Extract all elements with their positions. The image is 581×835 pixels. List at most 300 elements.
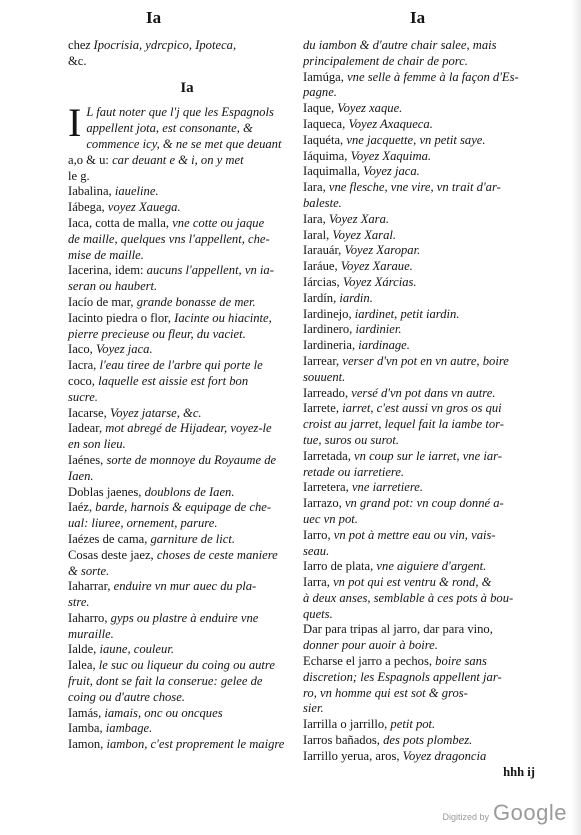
dictionary-entry [68, 737, 306, 753]
left-top-continuation [68, 38, 306, 70]
entry-first-line [303, 527, 545, 544]
entry-first-line [303, 101, 545, 117]
definition: uec vn pot. [303, 511, 358, 526]
definition: seran ou haubert. [68, 279, 158, 294]
headword: Iarauár, [303, 243, 342, 258]
intro-lines [68, 100, 306, 184]
definition: Voyez jaca. [92, 342, 153, 357]
entry-continuation-line [68, 626, 306, 643]
entry-continuation-line [68, 279, 306, 295]
headword: a,o & u: [68, 152, 109, 167]
continuation-line [68, 137, 306, 153]
entry-first-line [303, 717, 545, 733]
headword: Iarretada, [303, 448, 351, 463]
definition: souuent. [303, 369, 346, 384]
definition: barde, harnois & equipage de che- [92, 500, 272, 515]
drop-cap: I [68, 100, 82, 146]
definition: vn pot qui est ventru & rond, & [329, 575, 492, 590]
entry-first-line [303, 559, 545, 575]
dictionary-entry [68, 311, 306, 343]
headword: Iarrillo yerua, aros, [303, 748, 400, 763]
definition: mise de maille. [68, 247, 144, 262]
dictionary-entry [303, 401, 545, 448]
entry-first-line [303, 132, 545, 149]
definition: & sorte. [68, 563, 110, 578]
entry-continuation-line [303, 701, 545, 717]
headword: &c. [68, 53, 87, 68]
dictionary-entry [68, 406, 306, 422]
definition: laquelle est aissie est fort bon [94, 373, 249, 388]
headword: le g. [68, 168, 90, 183]
dictionary-entry [68, 295, 306, 311]
entry-first-line [68, 184, 306, 200]
definition: le suc ou liqueur du coing ou autre [95, 658, 275, 673]
definition: Voyez Xara. [325, 211, 390, 226]
dictionary-entry [303, 307, 545, 323]
google-logo: Google [493, 800, 567, 825]
dictionary-entry [68, 342, 306, 358]
headword: Iardinero, [303, 322, 353, 337]
definition: en son lieu. [68, 437, 126, 452]
headword: Iamon, [68, 737, 104, 752]
definition: Voyez Xaraue. [337, 259, 413, 274]
definition: croist au jarret, lequel fait la iambe tor- [303, 417, 504, 432]
entry-first-line [303, 622, 545, 638]
definition: iaune, couleur. [96, 642, 174, 657]
definition: Voyez Axaqueca. [345, 116, 433, 131]
definition: vn pot à mettre eau ou vin, vais- [330, 527, 496, 542]
headword: Dar para tripas al jarro, dar para vino, [303, 622, 493, 637]
headword: Iarrilla o jarrillo, [303, 717, 388, 732]
dictionary-entry [68, 532, 306, 548]
dictionary-entry [303, 275, 545, 291]
intro-paragraph [68, 100, 306, 184]
headword: Iáquima, [303, 148, 348, 163]
headword: Iarro, [303, 527, 331, 542]
dictionary-entry [303, 496, 545, 528]
continuation-line [68, 121, 306, 137]
entry-continuation-line [68, 468, 306, 485]
headword: Doblas jaenes, [68, 484, 142, 499]
entry-first-line [303, 353, 545, 370]
dictionary-entry [303, 749, 545, 765]
definition: iambage. [102, 721, 153, 736]
definition: principalement de chair de porc. [303, 53, 468, 68]
page-edge-shadow [571, 0, 581, 835]
headword: Iacerina, idem: [68, 263, 144, 278]
dictionary-entry [68, 611, 306, 643]
definition: gyps ou plastre à enduire vne [107, 610, 259, 625]
headword: Iara, [303, 180, 326, 195]
entry-first-line [68, 215, 306, 232]
entry-first-line [68, 658, 306, 674]
headword: Iarro de plata, [303, 559, 374, 574]
entry-first-line [68, 263, 306, 279]
entry-continuation-line [303, 369, 545, 386]
dictionary-entry [68, 421, 306, 453]
definition: Voyez dragoncia [399, 748, 487, 763]
continuation-line [68, 105, 306, 121]
dictionary-entry [303, 354, 545, 386]
entry-first-line [303, 401, 545, 417]
entry-first-line [303, 733, 545, 749]
right-column [303, 38, 545, 780]
dictionary-entry [68, 216, 306, 263]
dictionary-entry [303, 717, 545, 733]
definition: verser d'vn pot en vn autre, boire [339, 353, 509, 368]
definition: tue, suros ou surot. [303, 432, 399, 447]
entry-first-line [68, 610, 306, 627]
dictionary-entry [303, 212, 545, 228]
headword: che [68, 38, 86, 52]
definition: pierre precieuse ou fleur, du vaciet. [68, 326, 246, 341]
entry-continuation-line [68, 689, 306, 706]
entry-first-line [68, 200, 306, 216]
entry-first-line [68, 705, 306, 722]
definition: Voyez jaca. [360, 164, 420, 179]
dictionary-entry [68, 358, 306, 405]
definition: car deuant e & i, on y met [108, 152, 244, 167]
continuation-line [303, 54, 545, 70]
definition: iardin. [336, 290, 373, 305]
entry-continuation-line [303, 606, 545, 623]
right-folio: Ia [410, 8, 426, 27]
definition: à deux anses, semblable à ces pots à bou- [303, 590, 514, 605]
dictionary-entry [68, 485, 306, 501]
definition: pagne. [303, 85, 337, 100]
definition: vne jacquette, vn petit saye. [343, 132, 486, 147]
entry-first-line [303, 227, 545, 244]
definition: iardinier. [352, 322, 402, 337]
left-folio: Ia [146, 8, 162, 27]
dictionary-entry [68, 579, 306, 611]
definition: sucre. [68, 389, 98, 404]
headword: Ialde, [68, 642, 97, 657]
entry-continuation-line [303, 417, 545, 433]
entry-first-line [68, 294, 306, 311]
dictionary-entry [68, 721, 306, 737]
definition: vn grand pot: vn coup donné a- [341, 496, 504, 511]
headword: Iacra, [68, 358, 97, 373]
definition: iambon, c'est proprement le maigre [103, 737, 285, 752]
entry-first-line [303, 164, 545, 180]
entry-first-line [303, 306, 545, 323]
headword: Iarros bañados, [303, 733, 380, 748]
entry-first-line [68, 531, 306, 548]
dictionary-entry [303, 622, 545, 654]
entry-continuation-line [303, 195, 545, 212]
headword: Echarse el jarro a pechos, [303, 654, 433, 669]
dictionary-entry [303, 338, 545, 354]
definition: vne iarretiere. [348, 480, 424, 495]
entry-first-line [68, 721, 306, 737]
entry-first-line [68, 358, 306, 374]
definition: retade ou iarretiere. [303, 464, 405, 479]
headword: Iara, [303, 211, 326, 226]
digitized-by-google-watermark [443, 800, 567, 826]
headword: Iacinto piedra o flor, [68, 310, 172, 325]
entry-first-line [303, 575, 545, 591]
headword: Iarretera, [303, 480, 349, 495]
entry-continuation-line [68, 373, 306, 390]
entry-continuation-line [303, 638, 545, 654]
definition: sorte de monnoye du Royaume de [103, 452, 277, 467]
headword: Iamúga, [303, 69, 344, 84]
headword: Iarrete, [303, 401, 339, 416]
dictionary-entry [68, 548, 306, 580]
headword: Iardineria, [303, 338, 356, 353]
definition: l'eau tiree de l'arbre qui porte le [96, 358, 263, 373]
headword: Iarrear, [303, 353, 340, 368]
definition: quets. [303, 606, 333, 621]
entry-first-line [68, 642, 306, 658]
headword: Iaéz, [68, 500, 93, 515]
entry-continuation-line [303, 511, 545, 528]
headword: Iaráue, [303, 259, 338, 274]
headword: Iamba, [68, 721, 103, 736]
dictionary-entry [68, 658, 306, 705]
definition: baleste. [303, 195, 342, 210]
entry-continuation-line [303, 464, 545, 481]
definition: Voyez Xárcias. [339, 274, 417, 289]
entry-first-line [303, 385, 545, 402]
entry-continuation-line [303, 685, 545, 702]
right-top-continuation [303, 38, 545, 70]
headword: Iamás, [68, 705, 102, 720]
headword: Iacarse, [68, 405, 107, 420]
dictionary-entry [68, 184, 306, 200]
definition: ro, vn homme qui est sot & gros- [303, 685, 468, 700]
entry-first-line [68, 500, 306, 516]
entry-first-line [303, 211, 545, 228]
definition: mot abregé de Hijadear, voyez-le [102, 421, 272, 436]
entry-continuation-line [68, 231, 306, 248]
entry-first-line [303, 69, 545, 86]
definition: iardinet, petit iardin. [351, 306, 460, 321]
headword: Iarreado, [303, 385, 349, 400]
dictionary-entry [303, 654, 545, 717]
dictionary-entry [303, 149, 545, 165]
definition: vn coup sur le iarret, vne iar- [350, 448, 502, 463]
continuation-line [68, 153, 306, 169]
entry-first-line [303, 496, 545, 512]
definition: coing ou d'autre chose. [68, 689, 185, 704]
entry-continuation-line [68, 674, 306, 690]
definition: vne flesche, vne vire, vn trait d'ar- [325, 180, 501, 195]
continuation-line [68, 54, 306, 70]
entry-first-line [303, 654, 545, 670]
entry-first-line [303, 274, 545, 291]
definition: de maille, quelques vns l'appellent, che- [68, 231, 270, 246]
headword: Iadear, [68, 421, 103, 436]
dictionary-entry [303, 228, 545, 244]
definition: Iaen. [68, 468, 94, 483]
headword: Ialea, [68, 658, 96, 673]
entry-first-line [303, 116, 545, 133]
dictionary-entry [303, 575, 545, 622]
entry-first-line [303, 448, 545, 465]
headword: Iaquimalla, [303, 164, 360, 179]
entry-continuation-line [68, 437, 306, 453]
entry-first-line [303, 322, 545, 338]
definition: du iambon & d'autre chair salee, mais [303, 38, 497, 52]
definition: stre. [68, 595, 90, 610]
dictionary-entry [303, 559, 545, 575]
definition: grande bonasse de mer. [133, 294, 256, 309]
dictionary-entry [303, 70, 545, 102]
headword: Iaézes de cama, [68, 531, 148, 546]
entry-continuation-line [68, 563, 306, 580]
dictionary-entry [303, 528, 545, 560]
dictionary-entry [68, 642, 306, 658]
definition: iaueline. [111, 184, 159, 199]
entry-first-line [68, 452, 306, 469]
definition: donner pour auoir à boire. [303, 638, 438, 653]
headword: Iaquéta, [303, 132, 344, 147]
entry-continuation-line [68, 516, 306, 532]
definition: Voyez Xaral. [329, 227, 397, 242]
left-column [68, 38, 306, 753]
definition: seau. [303, 543, 330, 558]
dictionary-entry [303, 180, 545, 212]
entry-continuation-line [68, 326, 306, 343]
definition: vne selle à femme à la façon d'Es- [343, 69, 519, 84]
entry-continuation-line [303, 590, 545, 607]
dictionary-entry [303, 101, 545, 117]
dictionary-entry [68, 453, 306, 485]
definition: petit pot. [387, 717, 436, 732]
definition: versé d'vn pot dans vn autre. [348, 385, 496, 400]
definition: vne cotte ou jaque [169, 215, 265, 230]
dictionary-entry [303, 133, 545, 149]
entry-continuation-line [303, 432, 545, 449]
headword: Iábega, [68, 200, 105, 215]
entry-first-line [68, 342, 306, 358]
definition: ual: liuree, ornement, parure. [68, 516, 218, 531]
dictionary-entry [303, 164, 545, 180]
dictionary-entry [303, 243, 545, 259]
dictionary-entry [68, 200, 306, 216]
entry-first-line [303, 290, 545, 307]
left-entries [68, 184, 306, 753]
headword: Iardinejo, [303, 306, 352, 321]
entry-continuation-line [68, 247, 306, 264]
entry-continuation-line [303, 543, 545, 560]
dictionary-entry [303, 386, 545, 402]
dictionary-entry [68, 263, 306, 295]
dictionary-entry [303, 291, 545, 307]
definition: appellent jota, est consonante, & [86, 121, 253, 136]
entry-first-line [68, 310, 306, 327]
continuation-line [303, 38, 545, 54]
headword: Iaral, [303, 227, 330, 242]
entry-first-line [68, 405, 306, 422]
entry-first-line [68, 579, 306, 595]
dictionary-entry [303, 480, 545, 496]
entry-continuation-line [303, 669, 545, 686]
definition: des pots plombez. [379, 733, 473, 748]
headword: Iaqueca, [303, 116, 346, 131]
definition: sier. [303, 701, 324, 716]
headword: Iacío de mar, [68, 294, 134, 309]
definition: iardinage. [355, 338, 410, 353]
definition: Voyez Xaropar. [341, 243, 421, 258]
definition: z Ipocrisia, ydrcpico, Ipoteca, [85, 38, 237, 52]
right-entries [303, 70, 545, 765]
entry-first-line [303, 148, 545, 165]
definition: commence icy, & ne se met que deuant [86, 136, 282, 151]
definition: vne aiguiere d'argent. [373, 559, 487, 574]
definition: Voyez xaque. [334, 101, 403, 116]
definition: discretion; les Espagnols appellent jar- [303, 669, 502, 684]
definition: garniture de lict. [147, 531, 236, 546]
entry-first-line [303, 243, 545, 259]
entry-continuation-line [68, 389, 306, 406]
definition: L faut noter que l'j que les Espagnols [86, 105, 274, 120]
entry-first-line [303, 748, 545, 765]
definition: boire sans [432, 654, 487, 669]
headword: coco, [68, 373, 95, 388]
definition: Iacinte ou hiacinte, [171, 310, 272, 325]
definition: Voyez jatarse, &c. [106, 405, 202, 420]
definition: aucuns l'appellent, vn ia- [143, 263, 274, 278]
definition: enduire vn mur auec du pla- [110, 579, 257, 594]
entry-continuation-line [68, 595, 306, 611]
entry-first-line [68, 484, 306, 501]
headword: Iaque, [303, 101, 335, 116]
definition: doublons de Iaen. [141, 484, 235, 499]
headword: Iaénes, [68, 452, 104, 467]
dictionary-entry [303, 733, 545, 749]
definition: voyez Xauega. [104, 200, 181, 215]
headword: Iaco, [68, 342, 93, 357]
headword: Iardín, [303, 290, 337, 305]
headword: Iabalina, [68, 184, 112, 199]
headword: Iaharro, [68, 610, 108, 625]
dictionary-entry [303, 117, 545, 133]
entry-first-line [303, 180, 545, 196]
headword: Iárcias, [303, 274, 340, 289]
dictionary-entry [303, 449, 545, 481]
continuation-line [68, 38, 306, 54]
definition: muraille. [68, 626, 114, 641]
definition: Voyez Xaquima. [347, 148, 432, 163]
headword: Iarrazo, [303, 496, 342, 511]
entry-first-line [303, 480, 545, 496]
definition: choses de ceste maniere [153, 547, 278, 562]
catchword: hhh ij [503, 764, 535, 779]
definition: iamais, onc ou oncques [101, 705, 223, 720]
dictionary-entry [68, 500, 306, 532]
definition: iarret, c'est aussi vn gros os qui [339, 401, 502, 416]
headword: Cosas deste jaez, [68, 547, 154, 562]
watermark-prefix: Digitized by [442, 812, 490, 822]
entry-continuation-line [303, 85, 545, 101]
entry-first-line [303, 259, 545, 275]
entry-first-line [68, 421, 306, 437]
entry-first-line [68, 737, 306, 753]
dictionary-entry [68, 706, 306, 722]
entry-first-line [303, 338, 545, 354]
section-heading: Ia [180, 79, 194, 96]
continuation-line [68, 169, 306, 185]
headword: Iaca, cotta de malla, [68, 215, 170, 230]
dictionary-entry [303, 259, 545, 275]
definition: fruit, dont se fait la conserue: gelee de [68, 674, 263, 689]
headword: Iaharrar, [68, 579, 111, 594]
dictionary-entry [303, 322, 545, 338]
headword: Iarra, [303, 575, 330, 590]
